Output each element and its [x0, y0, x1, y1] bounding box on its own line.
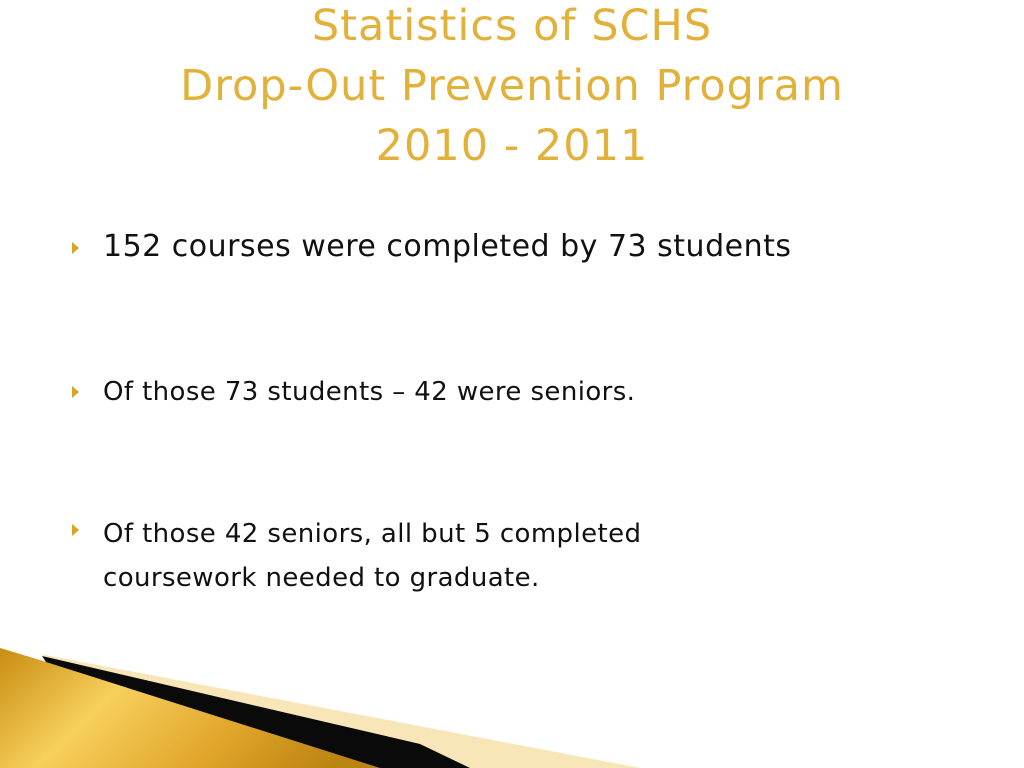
title-line-3: 2010 - 2011: [375, 121, 649, 171]
bullet-line: 152 courses were completed by 73 students: [103, 229, 792, 264]
bullet-line: coursework needed to graduate.: [103, 563, 540, 593]
bullet-line: Of those 42 seniors, all but 5 completed: [103, 519, 642, 549]
title-line-1: Statistics of SCHS: [311, 1, 713, 51]
bullet-line: Of those 73 students – 42 were seniors.: [103, 377, 636, 407]
title-line-2: Drop-Out Prevention Program: [180, 61, 844, 111]
